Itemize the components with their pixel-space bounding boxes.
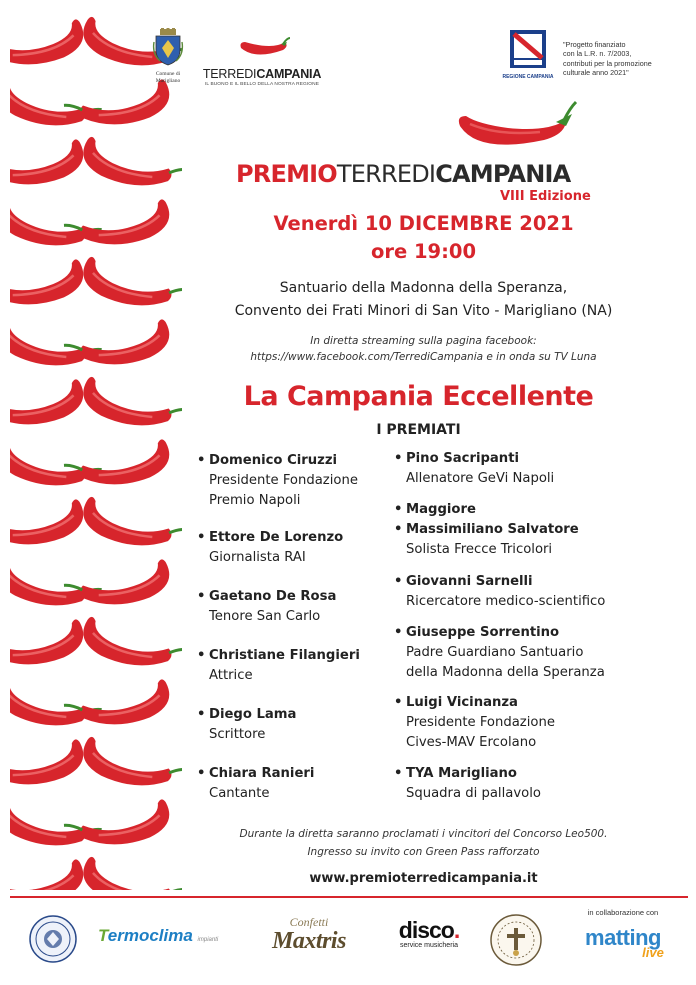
edition-label: VIII Edizione <box>500 189 591 204</box>
winner-item <box>406 572 605 612</box>
footnote-line-2: Ingresso su invito con Green Pass rafforzato <box>307 846 540 858</box>
funding-note-line: "Progetto finanziato <box>563 40 626 49</box>
winner-role: Premio Napoli <box>209 493 301 508</box>
winner-name: • Domenico Ciruzzi <box>209 451 358 471</box>
event-date: Venerdì 10 DICEMBRE 2021 <box>273 212 574 235</box>
event-time: ore 19:00 <box>370 240 477 263</box>
winner-name: • Maggiore <box>406 500 579 520</box>
winner-name: • Luigi Vicinanza <box>406 693 555 713</box>
circular-seal-icon <box>28 914 78 964</box>
winner-item <box>406 500 579 560</box>
winner-name: • Pino Sacripanti <box>406 449 554 469</box>
streaming-link[interactable]: https://www.facebook.com/TerrediCampania e in onda su TV Luna <box>250 351 597 363</box>
winner-role: Presidente Fondazione <box>406 715 555 730</box>
venue-line-2: Convento dei Frati Minori di San Vito - Marigliano (NA) <box>234 303 613 319</box>
disco-small: service musicheria <box>400 942 458 949</box>
sponsor-divider <box>10 896 688 898</box>
winner-role: Allenatore GeVi Napoli <box>406 471 555 486</box>
chili-pepper-icon <box>76 611 182 686</box>
coat-of-arms-icon <box>152 28 184 66</box>
termoclima-word: ermoclima <box>107 926 193 945</box>
winner-item <box>406 693 555 753</box>
winner-item <box>209 587 336 627</box>
sponsor-matting-logo <box>558 908 688 974</box>
premio-title-part2: TERREDI <box>336 160 436 188</box>
winner-name: • Giovanni Sarnelli <box>406 572 605 592</box>
winner-item <box>209 646 360 686</box>
winner-item <box>209 451 358 511</box>
winner-name: • Gaetano De Rosa <box>209 587 336 607</box>
premio-title-part3: CAMPANIA <box>435 160 571 188</box>
disco-word <box>384 918 474 942</box>
chili-pepper-icon <box>10 613 89 682</box>
sponsor-seal-logo <box>28 914 78 964</box>
collaboration-label: in collaborazione con <box>587 908 659 917</box>
premio-title <box>236 158 606 190</box>
premiati-heading: I PREMIATI <box>376 422 461 438</box>
disco-big: disco <box>398 917 454 943</box>
terredicampania-logo <box>200 36 324 92</box>
matting-word: matting <box>585 925 661 950</box>
website-link[interactable]: www.premioterredicampania.it <box>309 871 538 886</box>
streaming-line-1: In diretta streaming sulla pagina facebook: <box>310 335 537 347</box>
winner-name: • Christiane Filangieri <box>209 646 360 666</box>
termoclima-sub: impianti <box>197 937 219 943</box>
funding-note-line: contributi per la promozione <box>563 58 652 68</box>
chili-peppers-decoration-icon <box>10 8 182 890</box>
winner-item <box>209 764 314 804</box>
sponsor-bar <box>10 904 688 980</box>
funding-note-line: culturale anno 2021" <box>563 68 629 78</box>
sponsor-maxtris-logo <box>254 916 364 962</box>
winner-role: Scrittore <box>209 727 266 742</box>
winner-role: Solista Frecce Tricolori <box>406 542 553 557</box>
winner-item <box>406 623 605 683</box>
chili-pepper-icon <box>10 13 89 82</box>
winner-role: Cantante <box>209 786 270 801</box>
chili-pepper-icon <box>64 433 175 502</box>
friars-convent-emblem-icon <box>488 912 544 968</box>
winner-item <box>209 705 296 745</box>
chili-pepper-icon <box>10 133 89 202</box>
winner-role: Ricercatore medico-scientifico <box>406 594 606 609</box>
tdc-logo-name <box>200 67 324 81</box>
chili-pepper-icon <box>233 36 291 62</box>
footnote-line-1: Durante la diretta saranno proclamati i vincitori del Concorso Leo500. <box>239 828 608 840</box>
chili-pepper-icon <box>76 731 182 806</box>
tdc-logo-name-regular: TERREDI <box>202 67 257 81</box>
funding-note <box>563 40 691 78</box>
chili-pepper-icon <box>64 673 175 742</box>
comune-caption-2: Marigliano <box>155 78 181 84</box>
tdc-logo-name-bold: CAMPANIA <box>256 67 322 81</box>
chili-pepper-icon <box>64 553 175 622</box>
winner-role: Tenore San Carlo <box>209 609 321 624</box>
winner-role: Presidente Fondazione <box>209 473 358 488</box>
disco-dot: . <box>453 917 460 943</box>
winner-role: Cives-MAV Ercolano <box>406 735 537 750</box>
venue-line-1: Santuario della Madonna della Speranza, <box>279 280 568 296</box>
tdc-logo-tagline: IL BUONO E IL BELLO DELLA NOSTRA REGIONE <box>204 82 319 87</box>
winner-item <box>209 528 343 568</box>
winner-role: Padre Guardiano Santuario <box>406 645 584 660</box>
chili-pepper-icon <box>10 733 89 802</box>
winner-name: • TYA Marigliano <box>406 764 541 784</box>
regione-campania-emblem-icon <box>508 28 548 70</box>
maxtris-small: Confetti <box>289 915 329 929</box>
comune-marigliano-logo <box>146 28 190 88</box>
winner-item <box>406 449 554 489</box>
matting-live: live <box>642 945 664 960</box>
chili-pepper-pattern <box>10 8 182 890</box>
chili-pepper-icon <box>76 491 182 566</box>
winner-role: Squadra di pallavolo <box>406 786 541 801</box>
winner-name: • Diego Lama <box>209 705 296 725</box>
winner-name: • Ettore De Lorenzo <box>209 528 343 548</box>
sponsor-convento-logo <box>488 912 544 968</box>
winner-role: Attrice <box>209 668 253 683</box>
chili-pepper-icon <box>76 131 182 206</box>
comune-caption-1: Comune di <box>155 71 181 77</box>
winner-role: della Madonna della Speranza <box>406 665 605 680</box>
regione-campania-logo <box>500 28 556 80</box>
winner-role: Giornalista RAI <box>209 550 306 565</box>
winner-name: • Giuseppe Sorrentino <box>406 623 605 643</box>
winner-item <box>406 764 541 804</box>
premio-title-part1: PREMIO <box>236 160 337 188</box>
regione-caption: REGIONE CAMPANIA <box>502 74 554 80</box>
winner-name-line2: • Massimiliano Salvatore <box>406 520 579 540</box>
maxtris-big: Maxtris <box>272 928 346 954</box>
termoclima-prefix: T <box>98 926 108 945</box>
hero-chili-pepper-icon <box>448 96 578 162</box>
winner-name: • Chiara Ranieri <box>209 764 314 784</box>
chili-pepper-icon <box>10 493 89 562</box>
sponsor-termoclima-logo <box>98 926 238 956</box>
award-headline: La Campania Eccellente <box>243 381 594 412</box>
funding-note-line: con la L.R. n. 7/2003, <box>563 49 632 59</box>
sponsor-disco-logo <box>384 918 474 962</box>
